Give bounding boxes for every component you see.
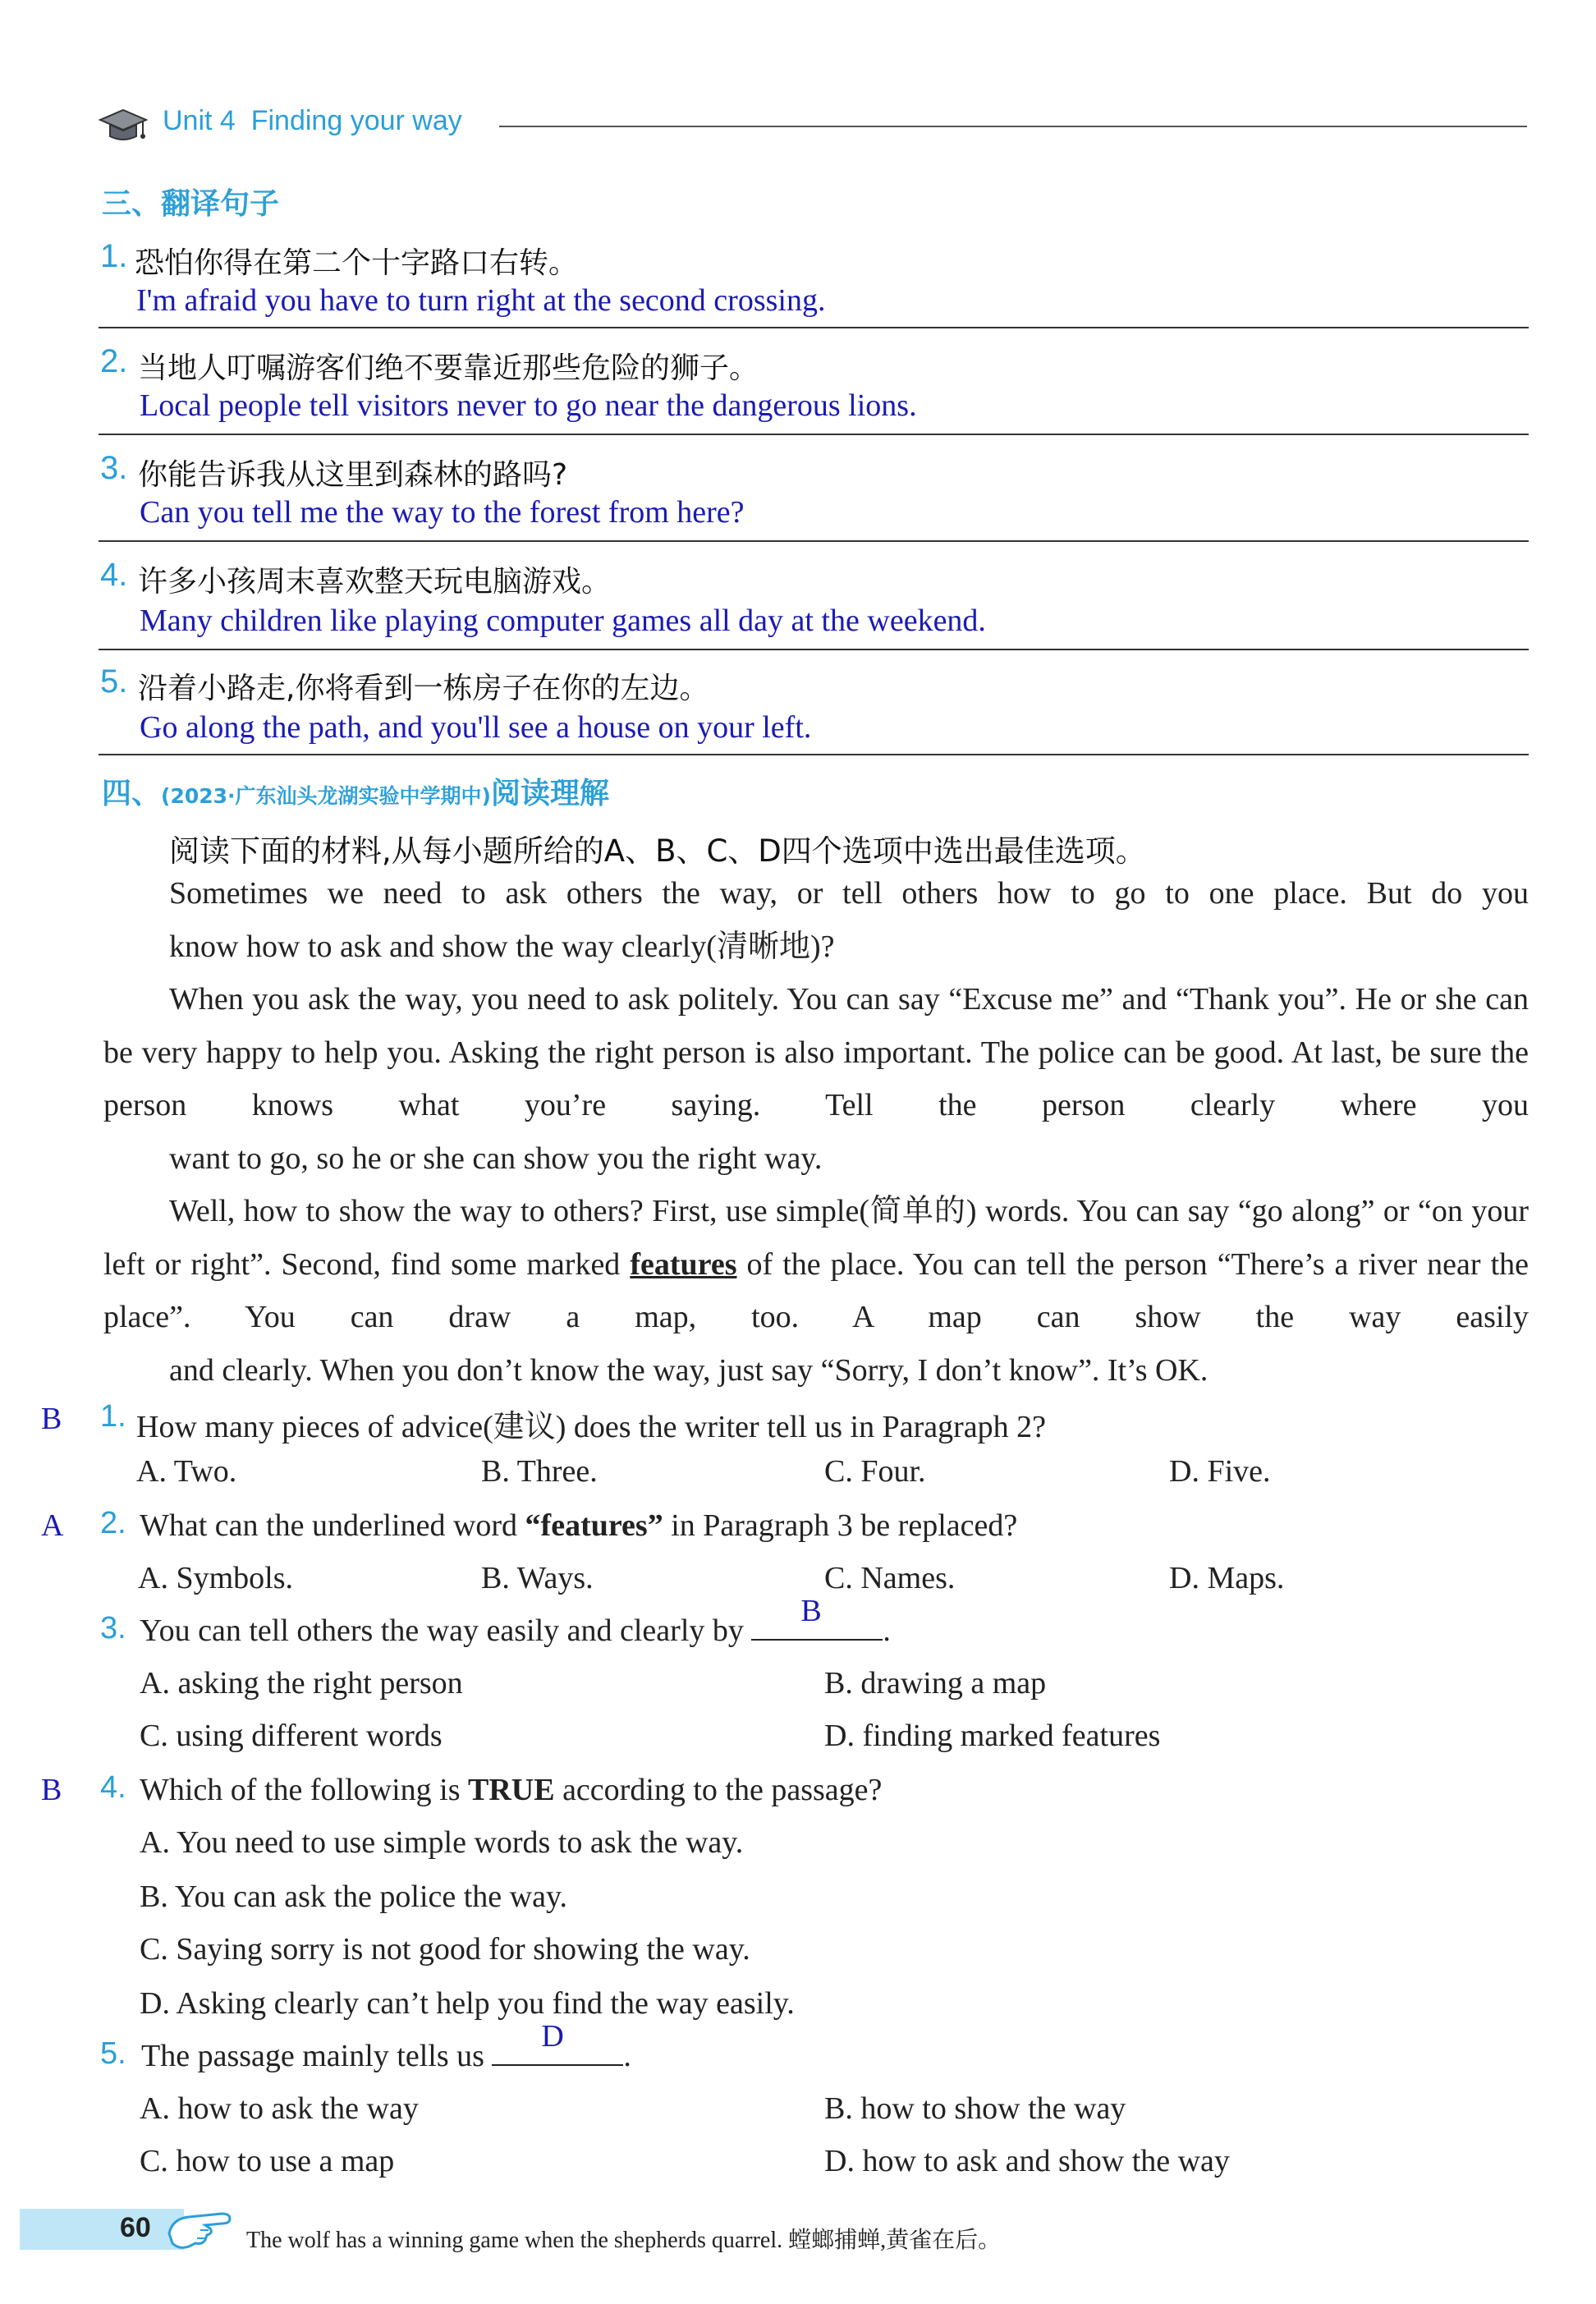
passage-paragraph-3: Well, how to show the way to others? First, use simple(简单的) words. You can say “go along” or “on your left or right”. Second, find some marked features of the place. You can tell the person “There’s a river near the place”. You can draw a map, too. A map can show the way easily and clearly. When you don’t know the way, just say “Sorry, I don’t know”. It’s OK.	[103, 1194, 1530, 1388]
question-text: Which of the following is TRUE according to the passage?	[140, 1773, 883, 1807]
option-d: D. Asking clearly can’t help you find the way easily.	[140, 1986, 795, 2021]
passage-paragraph-2: When you ask the way, you need to ask politely. You can say “Excuse me” and “Thank you”. He or she can be very happy to help you. Asking the right person is also important. The police can be good. At last, be sure the person knows what you’re saying. Tell the person clearly where you want to go, so he or she can show you the right way.	[103, 982, 1529, 1176]
question-text: The passage mainly tells us D .	[141, 2019, 631, 2073]
question-number: 3.	[100, 1611, 126, 1645]
option-a: A. You need to use simple words to ask the way.	[140, 1825, 744, 1860]
option-b: B. drawing a map	[824, 1666, 1047, 1700]
footer-band	[20, 2209, 184, 2250]
question-text: How many pieces of advice(建议) does the writer tell us in Paragraph 2?	[136, 1410, 1046, 1444]
chinese-sentence: 沿着小路走,你将看到一栋房子在你的左边。	[138, 672, 709, 705]
page-number: 60	[120, 2212, 151, 2243]
option-c: C. Names.	[824, 1561, 956, 1595]
option-a: A. Symbols.	[138, 1561, 293, 1595]
answer-blank: D	[492, 2040, 623, 2066]
answer-rule	[99, 754, 1529, 755]
chinese-sentence: 恐怕你得在第二个十字路口右转。	[135, 246, 579, 280]
option-c: C. Four.	[824, 1454, 926, 1489]
answer-rule	[99, 649, 1529, 650]
translation-answer: Local people tell visitors never to go near the dangerous lions.	[140, 388, 917, 423]
translation-answer: Can you tell me the way to the forest from here?	[140, 495, 745, 530]
option-c: C. using different words	[140, 1719, 443, 1753]
item-number: 4.	[100, 557, 128, 593]
option-a: A. how to ask the way	[140, 2091, 419, 2126]
option-b: B. You can ask the police the way.	[140, 1879, 567, 1914]
option-b: B. Three.	[481, 1454, 598, 1489]
instruction: 阅读下面的材料,从每小题所给的A、B、C、D四个选项中选出最佳选项。	[169, 833, 1146, 869]
answer-blank: B	[751, 1614, 883, 1641]
answer-rule	[99, 327, 1529, 328]
option-d: D. Five.	[1169, 1454, 1271, 1489]
chinese-sentence: 当地人叮嘱游客们绝不要靠近那些危险的狮子。	[138, 351, 759, 385]
answer-mark: A	[41, 1508, 64, 1543]
passage-paragraph-1: Sometimes we need to ask others the way, or tell others how to go to one place. But do you know how to ask and show the way clearly(清晰地)?	[169, 876, 1529, 964]
graduation-cap-icon	[97, 105, 149, 146]
question-number: 5.	[100, 2036, 126, 2071]
section-source: (2023·广东汕头龙湖实验中学期中)	[161, 784, 491, 808]
section-3-title: 三、翻译句子	[102, 187, 280, 221]
question-text: What can the underlined word “features” in Paragraph 3 be replaced?	[140, 1508, 1018, 1543]
chinese-sentence: 许多小孩周末喜欢整天玩电脑游戏。	[138, 565, 612, 599]
underlined-keyword: features	[630, 1246, 737, 1282]
answer-rule	[99, 434, 1529, 435]
option-d: D. finding marked features	[824, 1719, 1161, 1753]
option-b: B. Ways.	[481, 1561, 594, 1595]
translation-answer: Many children like playing computer games all day at the weekend.	[140, 604, 986, 638]
unit-title: Unit 4 Finding your way	[163, 105, 462, 136]
item-number: 5.	[100, 663, 128, 700]
translation-answer: Go along the path, and you'll see a house on your left.	[140, 710, 812, 745]
question-number: 2.	[100, 1506, 126, 1540]
option-d: D. how to ask and show the way	[824, 2144, 1230, 2178]
item-number: 2.	[100, 343, 128, 379]
answer-mark: B	[41, 1773, 62, 1807]
translation-answer: I'm afraid you have to turn right at the second crossing.	[136, 283, 826, 318]
section-4-title: 四、(2023·广东汕头龙湖实验中学期中)阅读理解	[102, 777, 609, 810]
pointing-hand-icon	[164, 2201, 238, 2255]
option-c: C. Saying sorry is not good for showing the way.	[140, 1932, 750, 1967]
question-number: 1.	[100, 1399, 126, 1434]
option-b: B. how to show the way	[824, 2091, 1126, 2126]
question-text: You can tell others the way easily and clearly by B .	[140, 1594, 891, 1648]
option-a: A. Two.	[136, 1454, 237, 1489]
option-a: A. asking the right person	[140, 1666, 463, 1700]
answer-mark: B	[41, 1402, 62, 1436]
chinese-sentence: 你能告诉我从这里到森林的路吗?	[138, 458, 568, 492]
answer-rule	[99, 540, 1529, 542]
option-c: C. how to use a map	[140, 2144, 395, 2178]
item-number: 1.	[100, 238, 128, 274]
footer-proverb: The wolf has a winning game when the shepherds quarrel. 螳螂捕蝉,黄雀在后。	[246, 2228, 1002, 2253]
item-number: 3.	[100, 450, 128, 486]
question-number: 4.	[100, 1770, 126, 1805]
header-rule	[499, 126, 1527, 127]
option-d: D. Maps.	[1169, 1561, 1285, 1595]
